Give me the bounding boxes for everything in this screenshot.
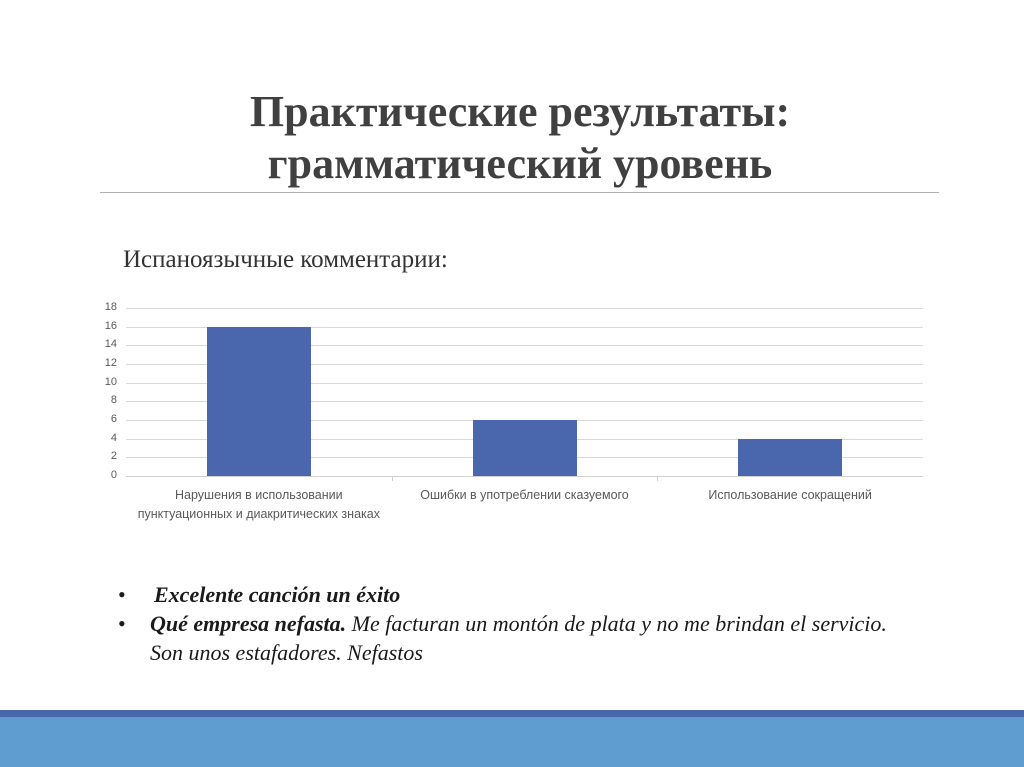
y-tick-label: 18 bbox=[104, 301, 117, 313]
bullet-icon: • bbox=[118, 611, 126, 636]
x-category-label: Нарушения в использовании пунктуационных и диакритических знаках bbox=[137, 488, 380, 521]
slide-title bbox=[100, 86, 940, 190]
y-tick-label: 6 bbox=[110, 413, 117, 425]
x-tick-mark bbox=[392, 476, 393, 481]
footer-band-dark bbox=[0, 710, 1024, 717]
title-divider bbox=[100, 192, 939, 193]
subtitle: Испаноязычные комментарии: bbox=[123, 246, 448, 273]
bullet-text: Me facturan un montón de plata y no me brindan el servicio. Son unos estafadores. Nefastos bbox=[150, 611, 887, 665]
y-tick-label: 16 bbox=[104, 319, 117, 332]
footer-band-light bbox=[0, 717, 1024, 767]
bullet-bold-text: Qué empresa nefasta. bbox=[150, 611, 347, 636]
gridline bbox=[126, 308, 923, 309]
y-tick-label: 4 bbox=[110, 431, 117, 444]
bullet-list bbox=[118, 580, 918, 667]
x-category-label: Ошибки в употреблении сказуемого bbox=[420, 488, 629, 502]
y-tick-label: 12 bbox=[104, 357, 117, 369]
x-axis-line bbox=[126, 476, 923, 477]
title-line-2: грамматический уровень bbox=[267, 139, 773, 188]
bar bbox=[207, 327, 311, 476]
bullet-item bbox=[118, 580, 918, 609]
bar bbox=[738, 439, 842, 476]
x-tick-mark bbox=[657, 476, 658, 481]
y-tick-label: 8 bbox=[110, 394, 117, 407]
bullet-icon: • bbox=[118, 582, 126, 607]
y-tick-label: 0 bbox=[110, 469, 117, 481]
y-tick-label: 2 bbox=[110, 450, 117, 463]
x-category-label: Использование сокращений bbox=[708, 488, 872, 502]
bullet-text: Excelente canción un éxito bbox=[154, 582, 401, 607]
y-tick-label: 14 bbox=[104, 338, 117, 351]
title-line-1: Практические результаты: bbox=[249, 87, 791, 136]
bar bbox=[473, 420, 577, 476]
bullet-item bbox=[118, 609, 918, 667]
y-tick-label: 10 bbox=[104, 375, 117, 388]
